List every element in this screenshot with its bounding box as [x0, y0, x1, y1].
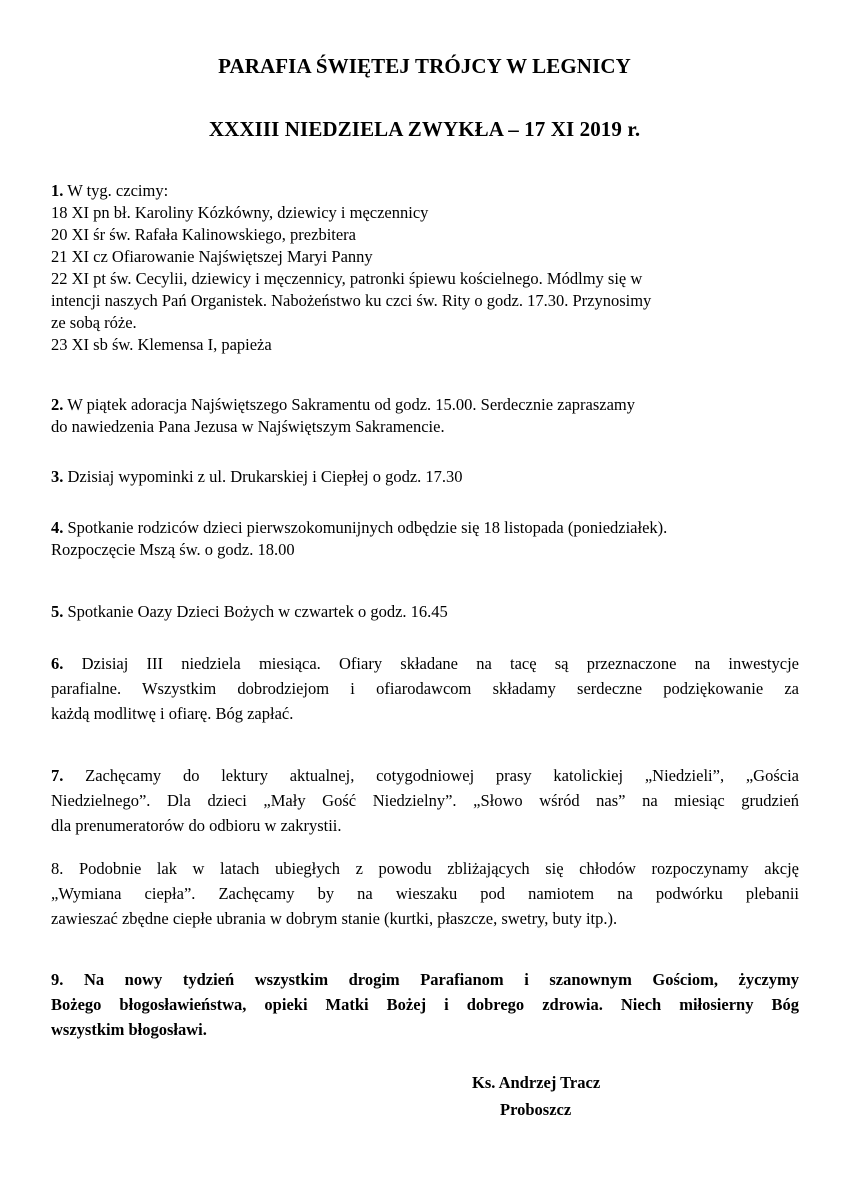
item-line: Bożego błogosławieństwa, opieki Matki Bożej i dobrego zdrowia. Niech miłosierny Bóg [51, 995, 799, 1014]
item-line: ze sobą róże. [51, 313, 137, 332]
announcement-2 [51, 394, 799, 438]
item-line: Zachęcamy do lektury aktualnej, cotygodniowej prasy katolickiej „Niedzieli”, „Gościa [63, 766, 799, 785]
item-line: intencji naszych Pań Organistek. Nabożeństwo ku czci św. Rity o godz. 17.30. Przynosimy [51, 291, 652, 310]
announcement-3 [51, 466, 799, 488]
signature-name: Ks. Andrzej Tracz [472, 1073, 601, 1092]
announcement-1 [51, 180, 799, 356]
item-line: 22 XI pt św. Cecylii, dziewicy i męczennicy, patronki śpiewu kościelnego. Módlmy się w [51, 269, 643, 288]
item-line: Spotkanie Oazy Dzieci Bożych w czwartek o godz. 16.45 [63, 602, 448, 621]
announcement-4 [51, 517, 799, 561]
page-title: PARAFIA ŚWIĘTEJ TRÓJCY W LEGNICY [218, 54, 631, 78]
announcement-7 [51, 763, 799, 838]
item-number: 4. [51, 518, 64, 537]
item-number: 5. [51, 602, 64, 621]
item-line: 8. Podobnie lak w latach ubiegłych z powodu zbliżających się chłodów rozpoczynamy akcję [51, 859, 799, 878]
item-line: „Wymiana ciepła”. Zachęcamy by na wieszaku pod namiotem na podwórku plebanii [51, 884, 799, 903]
announcement-5 [51, 601, 799, 623]
item-line: 23 XI sb św. Klemensa I, papieża [51, 335, 272, 354]
item-number: 2. [51, 395, 64, 414]
item-line: zawieszać zbędne ciepłe ubrania w dobrym stanie (kurtki, płaszcze, swetry, buty itp.). [51, 909, 618, 928]
item-number: 7. [51, 766, 64, 785]
item-line: dla prenumeratorów do odbioru w zakrystii. [51, 816, 342, 835]
item-line: W piątek adoracja Najświętszego Sakramentu od godz. 15.00. Serdecznie zapraszamy [63, 395, 636, 414]
item-number: 3. [51, 467, 64, 486]
item-line: 18 XI pn bł. Karoliny Kózkówny, dziewicy i męczennicy [51, 203, 429, 222]
announcement-8 [51, 856, 799, 931]
item-line: 21 XI cz Ofiarowanie Najświętszej Maryi Panny [51, 247, 373, 266]
item-line: 20 XI śr św. Rafała Kalinowskiego, prezbitera [51, 225, 357, 244]
item-line: Spotkanie rodziców dzieci pierwszokomunijnych odbędzie się 18 listopada (poniedziałek). [63, 518, 668, 537]
item-line: W tyg. czcimy: [63, 181, 169, 200]
item-line: do nawiedzenia Pana Jezusa w Najświętszym Sakramencie. [51, 417, 445, 436]
item-line: każdą modlitwę i ofiarę. Bóg zapłać. [51, 704, 294, 723]
announcement-6 [51, 651, 799, 726]
item-line: parafialne. Wszystkim dobrodziejom i ofiarodawcom składamy serdeczne podziękowanie za [51, 679, 799, 698]
page-subtitle: XXXIII NIEDZIELA ZWYKŁA – 17 XI 2019 r. [208, 117, 641, 141]
item-line: Dzisiaj wypominki z ul. Drukarskiej i Ciepłej o godz. 17.30 [63, 467, 463, 486]
item-number: 1. [51, 181, 64, 200]
item-line: 9. Na nowy tydzień wszystkim drogim Parafianom i szanownym Gościom, życzymy [51, 970, 799, 989]
item-line: Rozpoczęcie Mszą św. o godz. 18.00 [51, 540, 295, 559]
item-line: Dzisiaj III niedziela miesiąca. Ofiary składane na tacę są przeznaczone na inwestycje [63, 654, 799, 673]
item-line: wszystkim błogosławi. [51, 1020, 207, 1039]
announcement-9 [51, 967, 799, 1042]
item-number: 6. [51, 654, 64, 673]
signature-role: Proboszcz [500, 1100, 572, 1119]
item-line: Niedzielnego”. Dla dzieci „Mały Gość Niedzielny”. „Słowo wśród nas” na miesiąc grudzień [51, 791, 799, 810]
